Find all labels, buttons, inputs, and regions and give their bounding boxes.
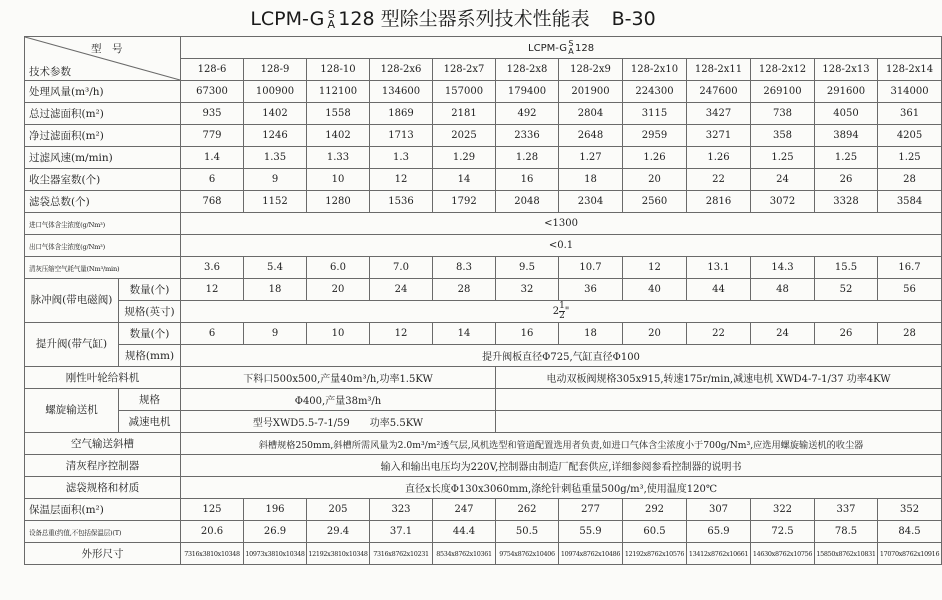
row-value-cell: 1.25 (815, 147, 878, 169)
weight-value-cell: 20.6 (181, 521, 244, 543)
pulse-group-label: 脉冲阀(带电磁阀) (25, 279, 119, 323)
dims-row (25, 543, 942, 565)
rigid-left-value: 下料口500x500,产量40m³/h,功率1.5KW (181, 367, 496, 389)
row-value-cell: 1280 (307, 191, 370, 213)
lift-qty-cell: 12 (370, 323, 433, 345)
screw-motor-blank (496, 411, 942, 433)
row-value-cell: 1.35 (244, 147, 307, 169)
controller-row (25, 455, 942, 477)
lift-group-label: 提升阀(带气缸) (25, 323, 119, 367)
lift-spec-label: 规格(mm) (119, 345, 181, 367)
row-value-cell: 1869 (370, 103, 433, 125)
row-value-cell: 2816 (687, 191, 751, 213)
insul-value-cell: 196 (244, 499, 307, 521)
screw-spec-row (25, 389, 942, 411)
dims-value-cell: 8534x8762x10361 (433, 543, 496, 565)
row-value-cell: 1.27 (559, 147, 623, 169)
insul-value-cell: 352 (878, 499, 942, 521)
controller-value: 输入和输出电压均为220V,控制器由制造厂配套供应,详细参阅参看控制器的说明书 (181, 455, 942, 477)
screw-spec-label: 规格 (119, 389, 181, 411)
row-value-cell: 157000 (433, 81, 496, 103)
screw-motor-row (25, 411, 942, 433)
row-value-cell: 14 (433, 169, 496, 191)
row-value-cell: 1.25 (878, 147, 942, 169)
row-value-cell: 1152 (244, 191, 307, 213)
row-value-cell: 1713 (370, 125, 433, 147)
title-code: B-30 (611, 8, 656, 30)
pulse-qty-cell: 20 (307, 279, 370, 301)
data-row (25, 169, 942, 191)
insul-value-cell: 323 (370, 499, 433, 521)
row-value-cell: 1.3 (370, 147, 433, 169)
dims-value-cell: 15850x8762x10831 (815, 543, 878, 565)
insul-value-cell: 292 (623, 499, 687, 521)
lift-qty-row (25, 323, 942, 345)
model-name-cell: 128-2x6 (370, 59, 433, 81)
outlet-label: 出口气体含尘浓度(g/Nm³) (25, 235, 181, 257)
lift-qty-cell: 24 (751, 323, 815, 345)
row-value-cell: 16 (496, 169, 559, 191)
model-name-cell: 128-2x10 (623, 59, 687, 81)
bag-value: 直径x长度Φ130x3060mm,涤纶针刺毡重量500g/m³,使用温度120℃ (181, 477, 942, 499)
lift-qty-label: 数量(个) (119, 323, 181, 345)
spec-table (24, 36, 942, 565)
dims-value-cell: 17070x8762x10916 (878, 543, 942, 565)
model-name-cell: 128-2x14 (878, 59, 942, 81)
air-value-cell: 6.0 (307, 257, 370, 279)
lift-qty-cell: 28 (878, 323, 942, 345)
row-value-cell: 3584 (878, 191, 942, 213)
chute-row (25, 433, 942, 455)
air-value-cell: 13.1 (687, 257, 751, 279)
row-value-cell: 291600 (815, 81, 878, 103)
air-value-cell: 16.7 (878, 257, 942, 279)
weight-value-cell: 55.9 (559, 521, 623, 543)
pulse-qty-label: 数量(个) (119, 279, 181, 301)
row-value-cell: 201900 (559, 81, 623, 103)
pulse-qty-cell: 36 (559, 279, 623, 301)
rigid-label: 刚性叶轮给料机 (25, 367, 181, 389)
row-value-cell: 100900 (244, 81, 307, 103)
pulse-qty-cell: 48 (751, 279, 815, 301)
pulse-qty-cell: 32 (496, 279, 559, 301)
pulse-spec-label: 规格(英寸) (119, 301, 181, 323)
row-value-cell: 1.26 (687, 147, 751, 169)
dims-value-cell: 14630x8762x10756 (751, 543, 815, 565)
row-value-cell: 2025 (433, 125, 496, 147)
row-label: 净过滤面积(m²) (25, 125, 181, 147)
model-series-header: LCPM-G S A 128 (181, 37, 942, 59)
dims-value-cell: 10973x3810x10348 (244, 543, 307, 565)
row-value-cell: 134600 (370, 81, 433, 103)
row-value-cell: 738 (751, 103, 815, 125)
row-label: 处理风量(m³/h) (25, 81, 181, 103)
weight-value-cell: 50.5 (496, 521, 559, 543)
data-row (25, 81, 942, 103)
row-value-cell: 4050 (815, 103, 878, 125)
row-label: 收尘器室数(个) (25, 169, 181, 191)
lift-qty-cell: 20 (623, 323, 687, 345)
controller-label: 清灰程序控制器 (25, 455, 181, 477)
lift-spec-value: 提升阀板直径Φ725,气缸直径Φ100 (181, 345, 942, 367)
row-value-cell: 1.29 (433, 147, 496, 169)
inlet-row (25, 213, 942, 235)
header-diagonal-cell (25, 37, 181, 81)
insul-value-cell: 262 (496, 499, 559, 521)
row-value-cell: 3427 (687, 103, 751, 125)
weight-value-cell: 65.9 (687, 521, 751, 543)
row-value-cell: 1792 (433, 191, 496, 213)
chute-value: 斜槽规格250mm,斜槽所需风量为2.0m³/m²透气层,风机选型和管道配置选用者负责,如进口气体含尘浓度小于700g/Nm³,应选用螺旋输送机的收尘器 (181, 433, 942, 455)
air-value-cell: 14.3 (751, 257, 815, 279)
model-name-cell: 128-10 (307, 59, 370, 81)
chute-label: 空气输送斜槽 (25, 433, 181, 455)
row-value-cell: 314000 (878, 81, 942, 103)
weight-value-cell: 37.1 (370, 521, 433, 543)
row-value-cell: 2804 (559, 103, 623, 125)
row-value-cell: 28 (878, 169, 942, 191)
air-value-cell: 15.5 (815, 257, 878, 279)
bag-label: 滤袋规格和材质 (25, 477, 181, 499)
model-name-cell: 128-2x11 (687, 59, 751, 81)
row-value-cell: 10 (307, 169, 370, 191)
screw-group-label: 螺旋输送机 (25, 389, 119, 433)
weight-value-cell: 84.5 (878, 521, 942, 543)
screw-motor-label: 减速电机 (119, 411, 181, 433)
screw-spec-blank (496, 389, 942, 411)
air-value-cell: 8.3 (433, 257, 496, 279)
weight-value-cell: 29.4 (307, 521, 370, 543)
air-value-cell: 9.5 (496, 257, 559, 279)
row-value-cell: 2959 (623, 125, 687, 147)
insul-row (25, 499, 942, 521)
header-params-label: 技术参数 (29, 66, 71, 78)
insul-value-cell: 247 (433, 499, 496, 521)
rigid-right-value: 电动双板阀规格305x915,转速175r/min,减速电机 XWD4-7-1/37 功率4KW (496, 367, 942, 389)
model-name-cell: 128-2x9 (559, 59, 623, 81)
inlet-value: <1300 (181, 213, 942, 235)
dims-value-cell: 7316x8762x10231 (370, 543, 433, 565)
outlet-value: <0.1 (181, 235, 942, 257)
row-value-cell: 779 (181, 125, 244, 147)
row-value-cell: 112100 (307, 81, 370, 103)
title-sa: S A (327, 7, 336, 31)
lift-qty-cell: 18 (559, 323, 623, 345)
row-value-cell: 1558 (307, 103, 370, 125)
lift-qty-cell: 14 (433, 323, 496, 345)
row-value-cell: 179400 (496, 81, 559, 103)
title-prefix: LCPM-G (250, 8, 325, 30)
row-value-cell: 4205 (878, 125, 942, 147)
row-label: 滤袋总数(个) (25, 191, 181, 213)
screw-motor-value: 型号XWD5.5-7-1/59 功率5.5KW (181, 411, 496, 433)
row-value-cell: 3894 (815, 125, 878, 147)
model-name-cell: 128-2x12 (751, 59, 815, 81)
row-value-cell: 2048 (496, 191, 559, 213)
outlet-row (25, 235, 942, 257)
weight-value-cell: 72.5 (751, 521, 815, 543)
row-value-cell: 18 (559, 169, 623, 191)
row-value-cell: 269100 (751, 81, 815, 103)
rigid-row (25, 367, 942, 389)
lift-qty-cell: 6 (181, 323, 244, 345)
lift-qty-cell: 16 (496, 323, 559, 345)
dims-value-cell: 12192x3810x10348 (307, 543, 370, 565)
weight-value-cell: 78.5 (815, 521, 878, 543)
row-value-cell: 224300 (623, 81, 687, 103)
header-model-label: 型 号 (91, 43, 123, 55)
row-value-cell: 2304 (559, 191, 623, 213)
page-title (0, 2, 906, 36)
air-value-cell: 7.0 (370, 257, 433, 279)
air-value-cell: 3.6 (181, 257, 244, 279)
dims-value-cell: 7316x3810x10348 (181, 543, 244, 565)
data-row (25, 103, 942, 125)
insul-value-cell: 307 (687, 499, 751, 521)
dims-value-cell: 12192x8762x10576 (623, 543, 687, 565)
insul-value-cell: 205 (307, 499, 370, 521)
insul-value-cell: 322 (751, 499, 815, 521)
weight-row (25, 521, 942, 543)
row-value-cell: 3115 (623, 103, 687, 125)
row-value-cell: 20 (623, 169, 687, 191)
row-value-cell: 12 (370, 169, 433, 191)
row-value-cell: 3328 (815, 191, 878, 213)
model-name-cell: 128-2x7 (433, 59, 496, 81)
row-value-cell: 22 (687, 169, 751, 191)
row-value-cell: 1.25 (751, 147, 815, 169)
dims-value-cell: 9754x8762x10406 (496, 543, 559, 565)
insul-value-cell: 277 (559, 499, 623, 521)
data-row (25, 191, 942, 213)
air-label: 清灰压缩空气耗气量(Nm³/min) (25, 257, 181, 279)
weight-value-cell: 60.5 (623, 521, 687, 543)
model-name-cell: 128-2x8 (496, 59, 559, 81)
pulse-qty-cell: 24 (370, 279, 433, 301)
pulse-spec-value: 2 $\frac{1}{2}$ " (181, 301, 942, 323)
row-value-cell: 1.26 (623, 147, 687, 169)
weight-value-cell: 26.9 (244, 521, 307, 543)
insul-label: 保温层面积(m²) (25, 499, 181, 521)
pulse-qty-cell: 44 (687, 279, 751, 301)
row-value-cell: 2336 (496, 125, 559, 147)
row-value-cell: 361 (878, 103, 942, 125)
row-value-cell: 2560 (623, 191, 687, 213)
row-value-cell: 2648 (559, 125, 623, 147)
row-value-cell: 935 (181, 103, 244, 125)
dims-value-cell: 10974x8762x10486 (559, 543, 623, 565)
row-value-cell: 67300 (181, 81, 244, 103)
pulse-qty-cell: 18 (244, 279, 307, 301)
pulse-qty-cell: 28 (433, 279, 496, 301)
weight-label: 设备总重(约值,不包括保温层)(T) (25, 521, 181, 543)
pulse-qty-cell: 40 (623, 279, 687, 301)
row-value-cell: 1536 (370, 191, 433, 213)
weight-value-cell: 44.4 (433, 521, 496, 543)
row-value-cell: 6 (181, 169, 244, 191)
pulse-qty-cell: 12 (181, 279, 244, 301)
row-value-cell: 9 (244, 169, 307, 191)
pulse-qty-cell: 56 (878, 279, 942, 301)
row-value-cell: 1402 (307, 125, 370, 147)
lift-qty-cell: 10 (307, 323, 370, 345)
insul-value-cell: 125 (181, 499, 244, 521)
lift-spec-row (25, 345, 942, 367)
model-name-cell: 128-9 (244, 59, 307, 81)
row-value-cell: 3271 (687, 125, 751, 147)
air-row (25, 257, 942, 279)
model-name-cell: 128-6 (181, 59, 244, 81)
bag-row (25, 477, 942, 499)
row-value-cell: 26 (815, 169, 878, 191)
row-label: 过滤风速(m/min) (25, 147, 181, 169)
dims-value-cell: 13412x8762x10661 (687, 543, 751, 565)
pulse-qty-row (25, 279, 942, 301)
model-name-cell: 128-2x13 (815, 59, 878, 81)
row-value-cell: 1.33 (307, 147, 370, 169)
row-value-cell: 3072 (751, 191, 815, 213)
row-value-cell: 358 (751, 125, 815, 147)
row-label: 总过滤面积(m²) (25, 103, 181, 125)
title-main: 128 型除尘器系列技术性能表 (338, 8, 590, 30)
row-value-cell: 247600 (687, 81, 751, 103)
row-value-cell: 1402 (244, 103, 307, 125)
row-value-cell: 24 (751, 169, 815, 191)
data-row (25, 125, 942, 147)
data-row (25, 147, 942, 169)
row-value-cell: 768 (181, 191, 244, 213)
lift-qty-cell: 26 (815, 323, 878, 345)
dims-label: 外形尺寸 (25, 543, 181, 565)
screw-spec-value: Φ400,产量38m³/h (181, 389, 496, 411)
row-value-cell: 492 (496, 103, 559, 125)
lift-qty-cell: 9 (244, 323, 307, 345)
row-value-cell: 1246 (244, 125, 307, 147)
lift-qty-cell: 22 (687, 323, 751, 345)
air-value-cell: 12 (623, 257, 687, 279)
row-value-cell: 1.28 (496, 147, 559, 169)
air-value-cell: 5.4 (244, 257, 307, 279)
air-value-cell: 10.7 (559, 257, 623, 279)
row-value-cell: 1.4 (181, 147, 244, 169)
inlet-label: 进口气体含尘浓度(g/Nm³) (25, 213, 181, 235)
insul-value-cell: 337 (815, 499, 878, 521)
pulse-qty-cell: 52 (815, 279, 878, 301)
row-value-cell: 2181 (433, 103, 496, 125)
pulse-spec-row (25, 301, 942, 323)
